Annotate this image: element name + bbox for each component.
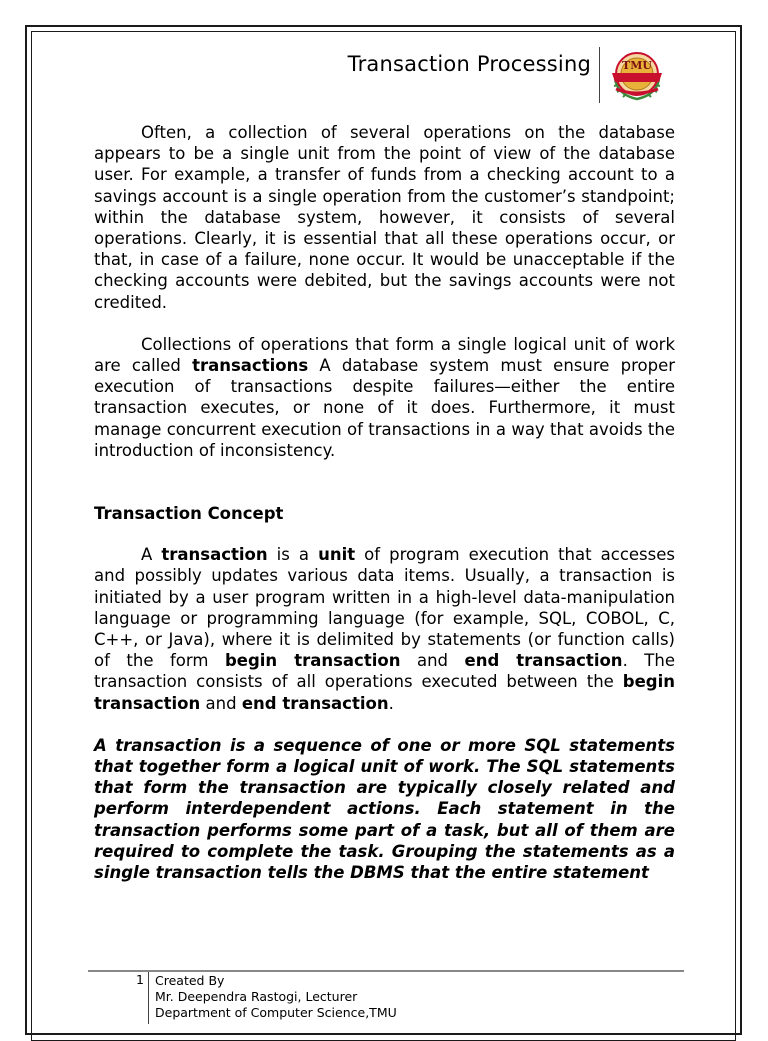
header-divider [599,47,600,103]
main-content [94,122,675,883]
footer-line-author: Mr. Deependra Rastogi, Lecturer [155,989,358,1004]
footer-rule [88,970,684,972]
logo-text: TMU [622,59,652,72]
section-heading: Transaction Concept [94,504,284,524]
header-title: Transaction Processing [347,52,591,76]
footer-credits [155,973,397,1021]
paragraph-definition: A transaction is a sequence of one or more SQL statements that together form a logical unit of work. The SQL statements that form the transaction are typically closely related and perform interdependent actions. Each statement in the transaction performs some part of a task, but all of them are required to complete the task. Grouping the statements as a single transaction tells the DBMS that the entire statement [94,735,675,883]
paragraph-concept: A transaction is a unit of program execution that accesses and possibly updates various data items. Usually, a transaction is initiated by a user program written in a high-level data-manipulation language or programming language (for example, SQL, COBOL, C, C++, or Java), where it is delimited by statements (or function calls) of the form begin transaction and end transaction. The transaction consists of all operations executed between the begin transaction and end transaction. [94,545,675,713]
footer-line-department: Department of Computer Science,TMU [155,1005,397,1020]
tmu-logo-icon [606,49,668,103]
page-number: 1 [136,972,144,987]
paragraph-transactions: Collections of operations that form a single logical unit of work are called transactions A database system must ensure proper execution of transactions despite failures—either the entire transaction executes, or none of it does. Furthermore, it must manage concurrent execution of transactions in a way that avoids the introduction of inconsistency. [94,334,675,460]
footer-line-created: Created By [155,973,225,988]
footer-divider [148,972,149,1024]
paragraph-intro: Often, a collection of several operations on the database appears to be a single unit from the point of view of the database user. For example, a transfer of funds from a checking account to a savings account is a single operation from the customer’s standpoint; within the database system, however, it consists of several operations. Clearly, it is essential that all these operations occur, or that, in case of a failure, none occur. It would be unacceptable if the checking accounts were debited, but the savings accounts were not credited. [94,123,675,312]
